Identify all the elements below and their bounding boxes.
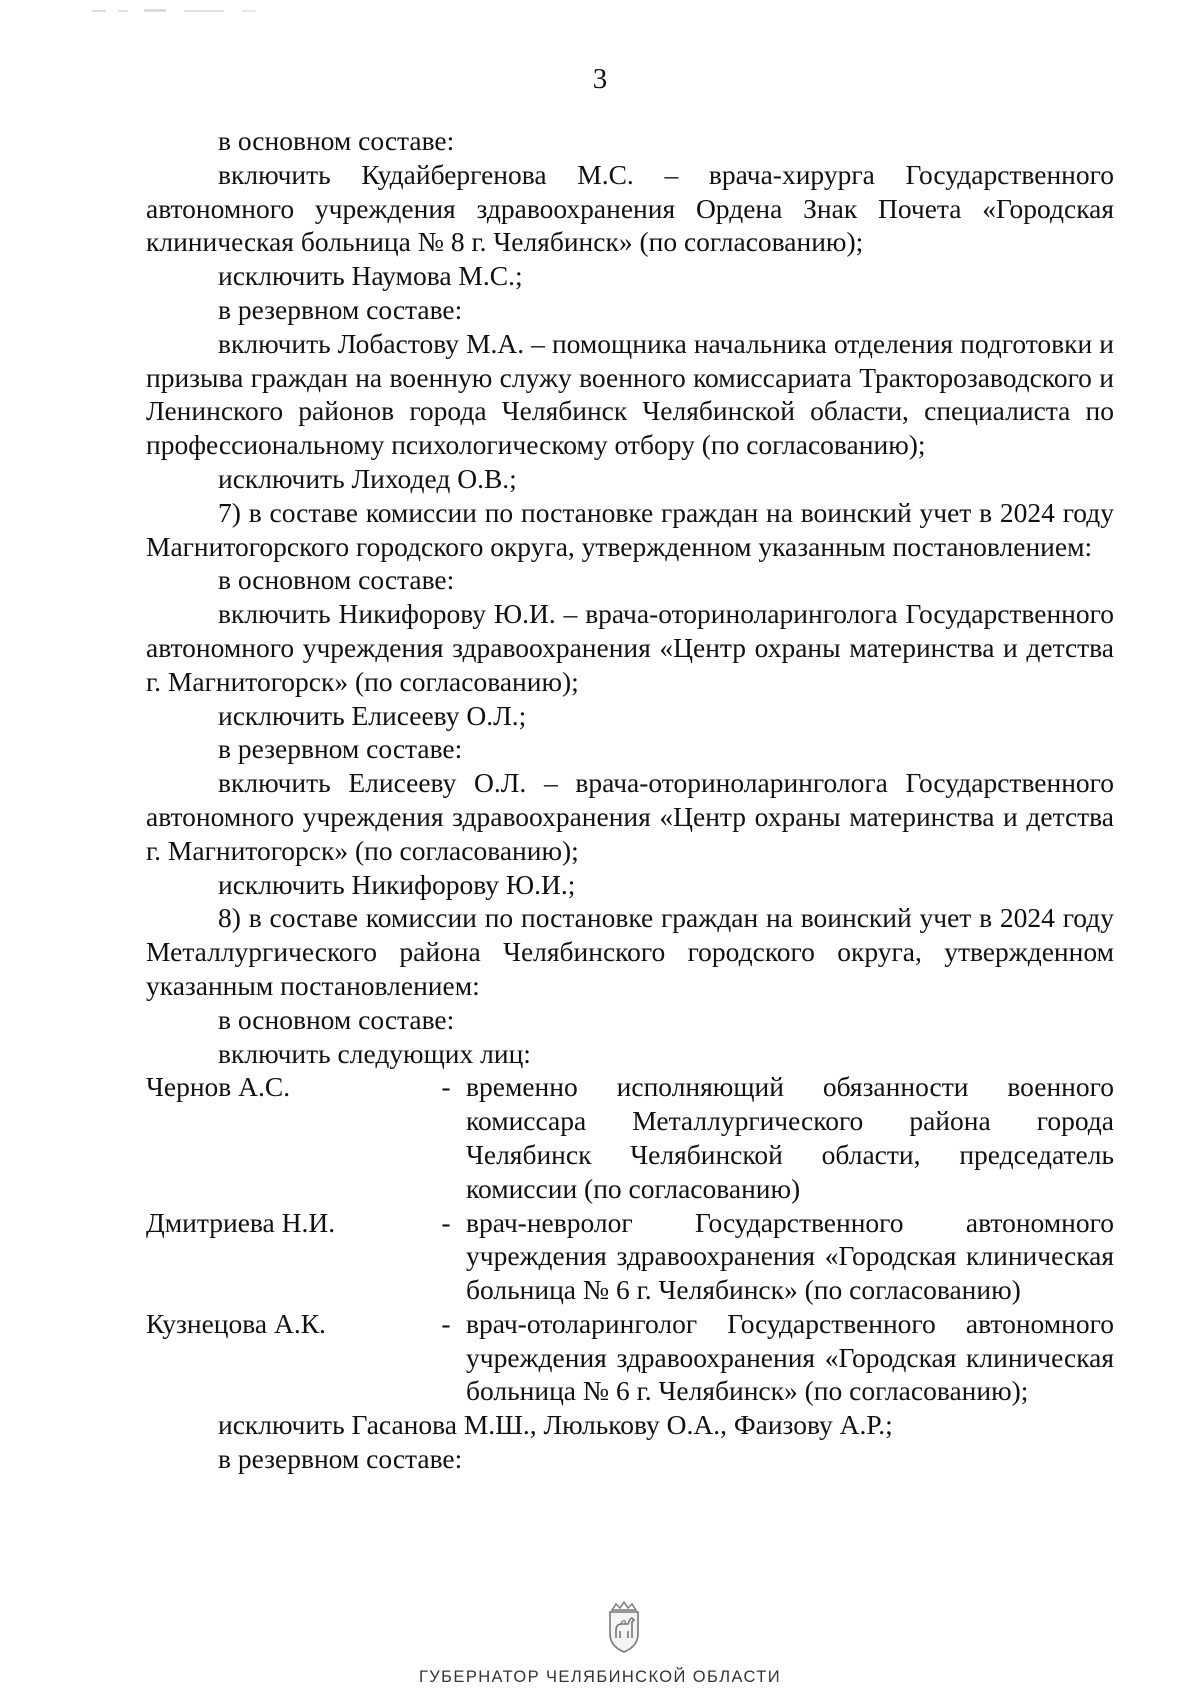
paragraph: в основном составе: (218, 1003, 455, 1035)
paragraph: в основном составе: (218, 125, 455, 156)
paragraph: включить следующих лиц: (218, 1037, 531, 1069)
paragraph: исключить Елисееву О.Л.; (218, 699, 527, 731)
member-name: Дмитриева Н.И. (146, 1206, 336, 1238)
paragraph: включить Кудайбергенова М.С. – врача-хирурга Государственного автономного учреждения здравоохранения Ордена Знак Почета «Городская клиническая больница № 8 г. Челябинск» (по согласованию); (146, 158, 1114, 258)
member-name: Кузнецова А.К. (146, 1307, 326, 1339)
member-position: временно исполняющий обязанности военного комиссара Металлургического района города Челябинск Челябинской области, председатель комиссии (по согласованию) (466, 1071, 1114, 1204)
member-position: врач-невролог Государственного автономного учреждения здравоохранения «Городская клиническая больница № 6 г. Челябинск» (по согласованию) (466, 1206, 1114, 1306)
paragraph: в резервном составе: (218, 293, 463, 325)
paragraph: исключить Никифорову Ю.И.; (218, 868, 576, 900)
paragraph: исключить Наумова М.С.; (218, 260, 523, 292)
commission-member-row (146, 1206, 1114, 1307)
member-position: врач-отоларинголог Государственного автономного учреждения здравоохранения «Городская клиническая больница № 6 г. Челябинск» (по согласованию); (466, 1307, 1114, 1407)
member-dash: - (441, 1206, 451, 1238)
paragraph: включить Никифорову Ю.И. – врача-оториноларинголога Государственного автономного учреждения здравоохранения «Центр охраны материнства и детства г. Магнитогорск» (по согласованию); (146, 598, 1114, 697)
paragraph: включить Лобастову М.А. – помощника начальника отделения подготовки и призыва граждан на военную служу военного комиссариата Тракторозаводского и Ленинского районов города Челябинск Челябинской области, специалиста по профессиональному психологическому отбору (по согласованию); (146, 327, 1114, 461)
document-body (146, 124, 1114, 1476)
chelyabinsk-coat-of-arms-icon (604, 1600, 644, 1654)
paragraph: включить Елисееву О.Л. – врача-оториноларинголога Государственного автономного учреждения здравоохранения «Центр охраны материнства и детства г. Магнитогорск» (по согласованию); (146, 767, 1114, 866)
scan-artifact (92, 6, 282, 16)
member-name: Чернов А.С. (146, 1071, 291, 1103)
paragraph: 7) в составе комиссии по постановке граждан на воинский учет в 2024 году Магнитогорского городского округа, утвержденном указанным постановлением: (146, 496, 1114, 562)
paragraph: в основном составе: (218, 564, 455, 596)
footer-signature-block: ГУБЕРНАТОР ЧЕЛЯБИНСКОЙ ОБЛАСТИ (418, 1668, 782, 1686)
member-dash: - (441, 1307, 451, 1339)
paragraph: в резервном составе: (218, 1443, 463, 1475)
commission-member-row (146, 1070, 1114, 1205)
paragraph: исключить Гасанова М.Ш., Люлькову О.А., Фаизову А.Р.; (218, 1409, 893, 1441)
paragraph: 8) в составе комиссии по постановке граждан на воинский учет в 2024 году Металлургического района Челябинского городского округа, утвержденном указанным постановлением: (146, 902, 1114, 1001)
commission-member-row (146, 1307, 1114, 1408)
paragraph: в резервном составе: (218, 733, 463, 765)
page-number: 3 (592, 63, 608, 95)
member-dash: - (441, 1071, 451, 1103)
paragraph: исключить Лиходед О.В.; (218, 462, 517, 494)
